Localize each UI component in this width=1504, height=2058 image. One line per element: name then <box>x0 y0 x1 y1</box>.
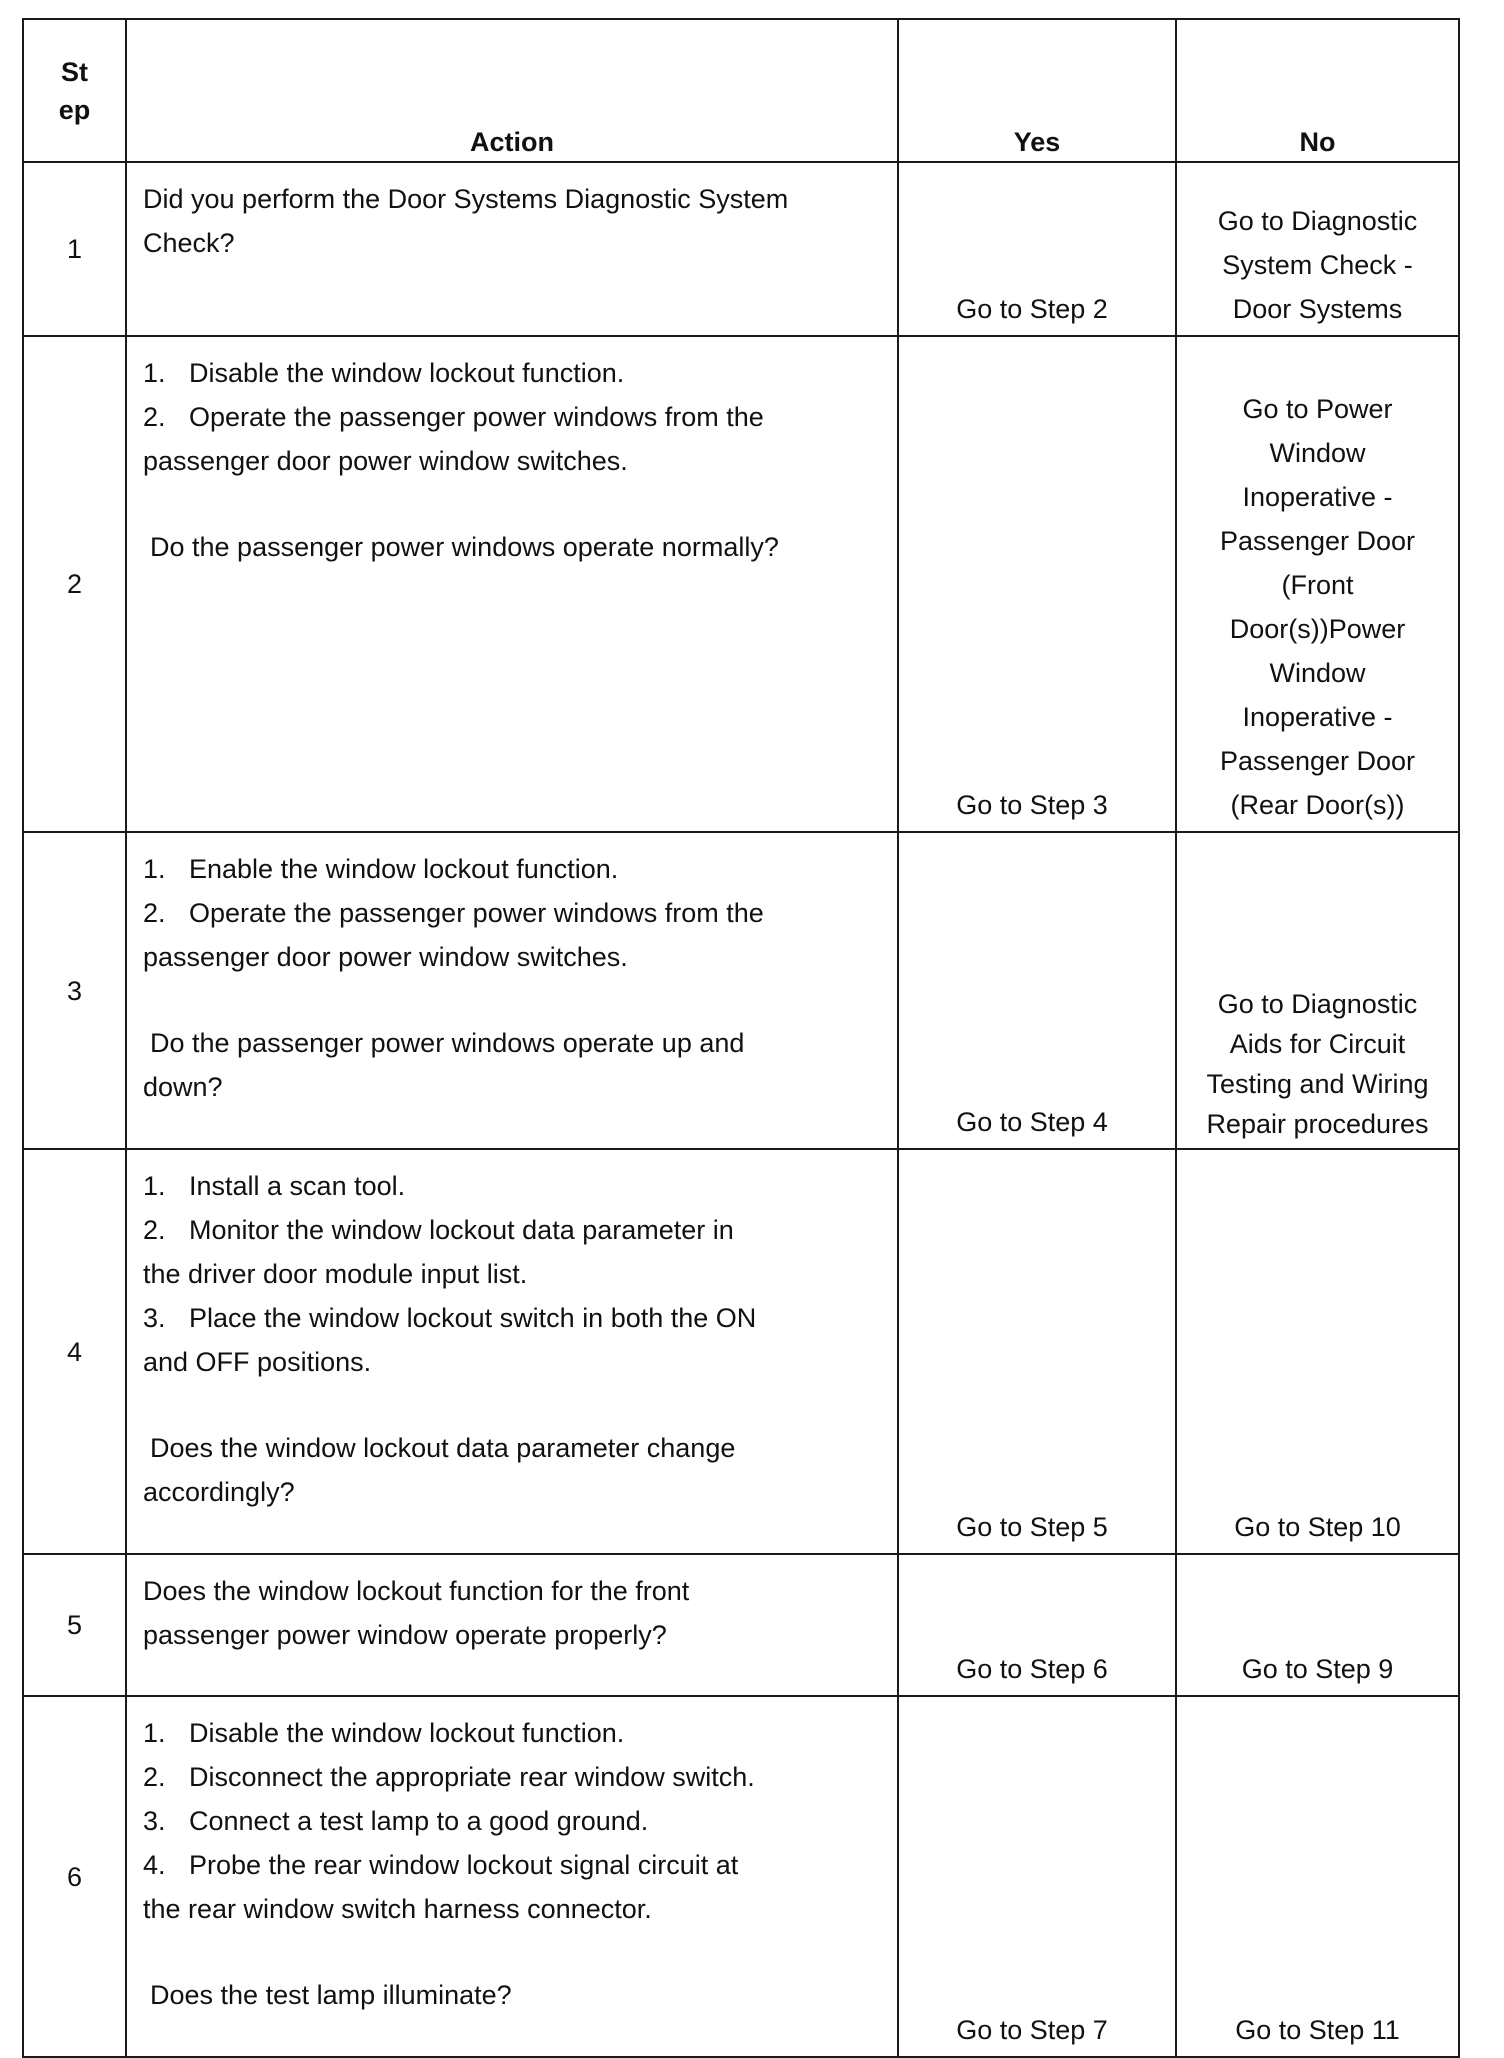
item-number: 1. <box>143 854 166 884</box>
no-text: System Check - <box>1222 250 1413 280</box>
action-cell <box>126 832 898 1149</box>
yes-cell: Go to Step 6 <box>898 1554 1176 1696</box>
item-number: 1. <box>143 1171 166 1201</box>
item-number: 2. <box>143 898 166 928</box>
yes-cell: Go to Step 7 <box>898 1696 1176 2057</box>
no-text: Go to Power <box>1242 394 1393 424</box>
yes-cell: Go to Step 5 <box>898 1149 1176 1554</box>
no-cell: Go to Step 11 <box>1176 1696 1459 2057</box>
item-continuation: the rear window switch harness connector. <box>143 1894 652 1924</box>
item-number: 1. <box>143 358 166 388</box>
header-step <box>23 19 126 162</box>
no-text: Window <box>1269 438 1366 468</box>
item-number: 3. <box>143 1806 166 1836</box>
question-text: Do the passenger power windows operate up and <box>150 1028 745 1058</box>
table-row <box>23 1696 1459 2057</box>
no-text: Inoperative - <box>1242 482 1393 512</box>
action-item <box>143 1711 887 1755</box>
yes-cell: Go to Step 4 <box>898 832 1176 1149</box>
action-text: Did you perform the Door Systems Diagnostic System <box>143 184 789 214</box>
no-cell <box>1176 832 1459 1149</box>
no-cell <box>1176 336 1459 832</box>
item-number: 4. <box>143 1850 166 1880</box>
item-text: Enable the window lockout function. <box>189 854 619 884</box>
no-text: (Rear Door(s)) <box>1230 790 1405 820</box>
item-number: 2. <box>143 402 166 432</box>
action-item <box>143 1755 887 1799</box>
action-item <box>143 1843 887 1887</box>
item-text: Operate the passenger power windows from the <box>189 402 764 432</box>
action-item <box>143 1296 887 1340</box>
action-cell <box>126 1696 898 2057</box>
no-cell: Go to Step 10 <box>1176 1149 1459 1554</box>
action-item <box>143 1799 887 1843</box>
no-text: Passenger Door <box>1219 746 1416 776</box>
action-item <box>143 1208 887 1252</box>
item-text: Place the window lockout switch in both the ON <box>189 1303 757 1333</box>
item-continuation: passenger door power window switches. <box>143 446 628 476</box>
no-text: Inoperative - <box>1242 702 1393 732</box>
no-text: Aids for Circuit <box>1229 1029 1406 1059</box>
no-cell <box>1176 162 1459 336</box>
yes-cell: Go to Step 2 <box>898 162 1176 336</box>
action-text: Does the window lockout function for the front <box>143 1576 690 1606</box>
item-number: 2. <box>143 1215 166 1245</box>
action-item <box>143 891 887 935</box>
item-number: 2. <box>143 1762 166 1792</box>
item-text: Monitor the window lockout data parameter in <box>189 1215 734 1245</box>
action-text: passenger power window operate properly? <box>143 1620 667 1650</box>
yes-cell: Go to Step 3 <box>898 336 1176 832</box>
question-continuation: accordingly? <box>143 1477 295 1507</box>
question-text: Does the window lockout data parameter change <box>150 1433 736 1463</box>
action-item <box>143 847 887 891</box>
no-text: Window <box>1269 658 1366 688</box>
action-cell <box>126 336 898 832</box>
step-number: 1 <box>23 162 126 336</box>
item-text: Connect a test lamp to a good ground. <box>189 1806 649 1836</box>
item-text: Install a scan tool. <box>189 1171 406 1201</box>
item-number: 1. <box>143 1718 166 1748</box>
question-text: Does the test lamp illuminate? <box>150 1980 512 2010</box>
header-yes: Yes <box>898 19 1176 162</box>
action-item <box>143 1164 887 1208</box>
item-text: Disable the window lockout function. <box>189 358 625 388</box>
action-item <box>143 395 887 439</box>
no-text: Go to Diagnostic <box>1217 989 1418 1019</box>
question-text: Do the passenger power windows operate normally? <box>150 532 779 562</box>
header-row <box>23 19 1459 162</box>
no-text: (Front <box>1281 570 1354 600</box>
action-cell <box>126 1554 898 1696</box>
table-row <box>23 1149 1459 1554</box>
step-number: 2 <box>23 336 126 832</box>
no-text: Go to Diagnostic <box>1217 206 1418 236</box>
step-number: 3 <box>23 832 126 1149</box>
item-continuation: the driver door module input list. <box>143 1259 528 1289</box>
no-cell: Go to Step 9 <box>1176 1554 1459 1696</box>
no-text: Door(s))Power <box>1229 614 1406 644</box>
action-cell <box>126 1149 898 1554</box>
item-text: Probe the rear window lockout signal circuit at <box>189 1850 739 1880</box>
diagnostic-table <box>22 18 1460 2058</box>
action-text: Check? <box>143 228 235 258</box>
question-continuation: down? <box>143 1072 223 1102</box>
step-number: 6 <box>23 1696 126 2057</box>
item-text: Disconnect the appropriate rear window switch. <box>189 1762 755 1792</box>
header-step-line2: ep <box>58 94 91 125</box>
table-row <box>23 336 1459 832</box>
no-text: Testing and Wiring <box>1206 1069 1429 1099</box>
header-action: Action <box>126 19 898 162</box>
action-item <box>143 351 887 395</box>
action-cell <box>126 162 898 336</box>
item-number: 3. <box>143 1303 166 1333</box>
item-text: Disable the window lockout function. <box>189 1718 625 1748</box>
item-text: Operate the passenger power windows from the <box>189 898 764 928</box>
header-step-line1: St <box>61 56 88 87</box>
table-row <box>23 162 1459 336</box>
table-row <box>23 1554 1459 1696</box>
header-no: No <box>1176 19 1459 162</box>
table-row <box>23 832 1459 1149</box>
no-text: Repair procedures <box>1206 1109 1429 1139</box>
step-number: 4 <box>23 1149 126 1554</box>
step-number: 5 <box>23 1554 126 1696</box>
item-continuation: passenger door power window switches. <box>143 942 628 972</box>
no-text: Door Systems <box>1232 294 1403 324</box>
no-text: Passenger Door <box>1219 526 1416 556</box>
item-continuation: and OFF positions. <box>143 1347 372 1377</box>
